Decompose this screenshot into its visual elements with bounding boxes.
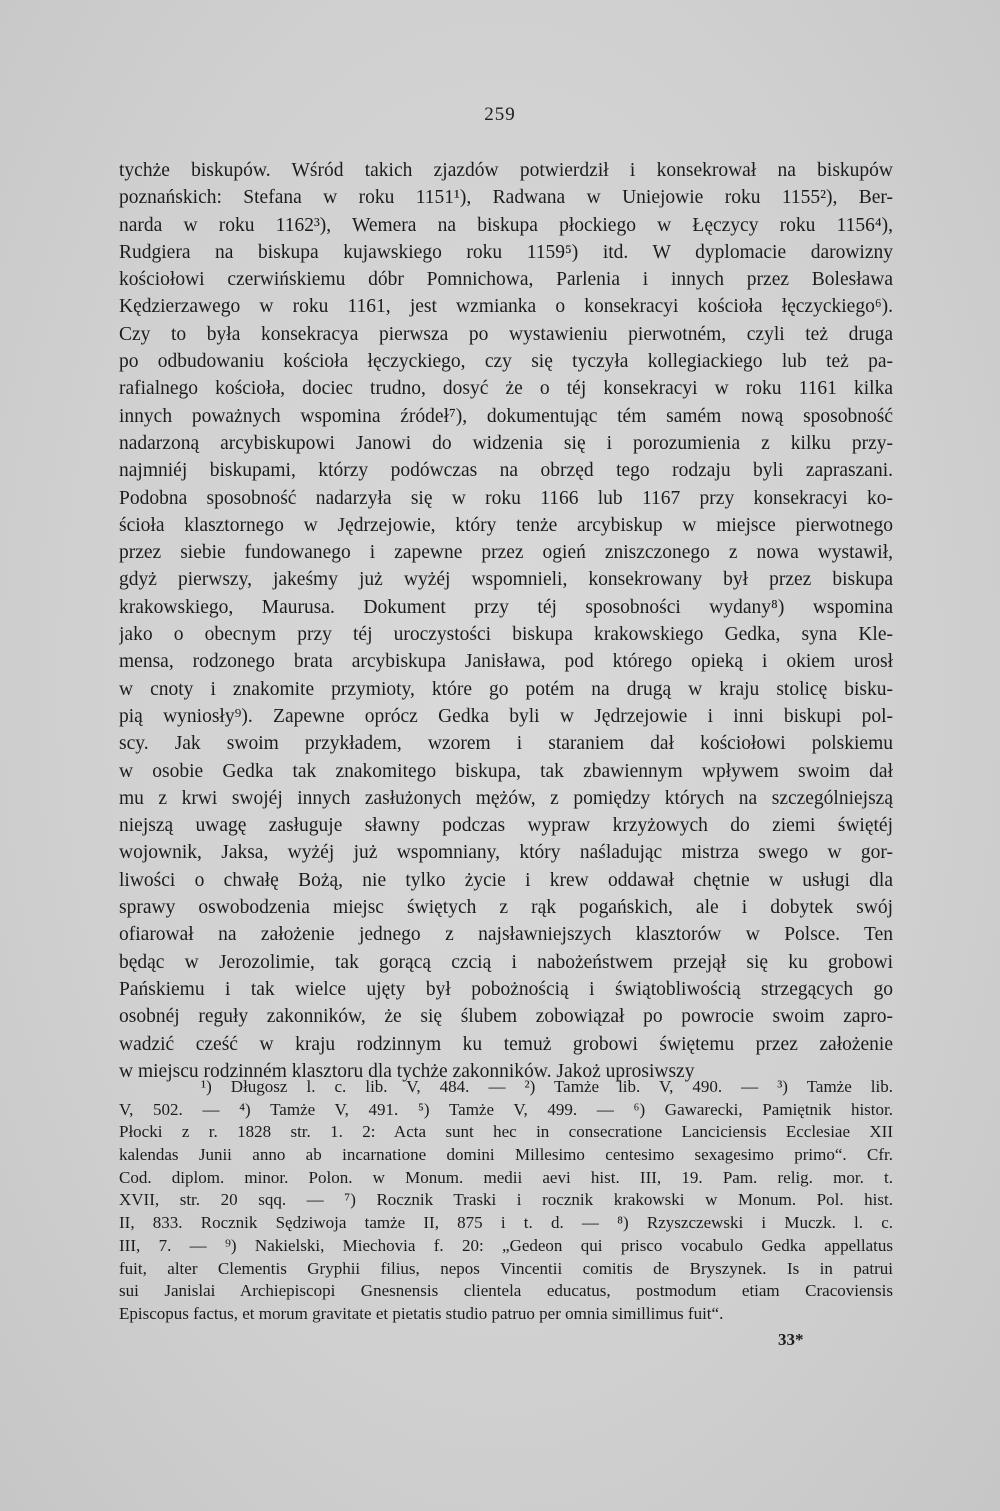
body-line: innych poważnych wspomina źródeł⁷), dokumentując tém samém nową sposobność [119, 405, 893, 427]
body-line: osobnéj reguły zakonników, że się ślubem zobowiązał po powrocie swoim zapro- [119, 1006, 893, 1028]
page-number: 259 [484, 104, 516, 125]
footnote-line: kalendas Junii anno ab incarnatione domini Millesimo centesimo sexagesimo primo“. Cfr. [119, 1145, 893, 1165]
body-line: poznańskich: Stefana w roku 1151¹), Radwana w Uniejowie roku 1155²), Ber- [119, 187, 893, 209]
body-line: w cnoty i znakomite przymioty, które go potém na drugą w kraju stolicę bisku- [119, 678, 893, 700]
body-line: Kędzierzawego w roku 1161, jest wzmianka o konsekracyi kościoła łęczyckiego⁶). [119, 296, 893, 318]
body-line: Czy to była konsekracya pierwsza po wystawieniu pierwotném, czyli też druga [119, 323, 893, 345]
body-line: nadarzoną arcybiskupowi Janowi do widzenia się i porozumienia z kilku przy- [119, 432, 893, 454]
footnote-line: Płocki z r. 1828 str. 1. 2: Acta sunt hec in consecratione Lanciciensis Ecclesiae XII [119, 1122, 893, 1142]
body-line: niejszą uwagę zasługuje sławny podczas wypraw krzyżowych do ziemi świętéj [119, 815, 893, 837]
body-line: najmniéj biskupami, którzy podówczas na obrzęd tego rodzaju byli zapraszani. [119, 460, 893, 482]
body-line: Rudgiera na biskupa kujawskiego roku 1159⁵) itd. W dyplomacie darowizny [119, 241, 893, 263]
body-line: mu z krwi swojéj innych zasłużonych mężów, z pomiędzy których na szczególniejszą [119, 787, 893, 809]
body-line: rafialnego kościoła, dociec trudno, dosyć że o téj konsekracyi w roku 1161 kilka [119, 378, 893, 400]
body-line: liwości o chwałę Bożą, nie tylko życie i krew oddawał chętnie w usługi dla [119, 869, 893, 891]
body-line: mensa, rodzonego brata arcybiskupa Janisława, pod którego opieką i okiem urosł [119, 651, 893, 673]
body-line: po odbudowaniu kościoła łęczyckiego, czy się tyczyła kollegiackiego lub też pa- [119, 351, 893, 373]
body-line: jako o obecnym przy téj uroczystości biskupa krakowskiego Gedka, syna Kle- [119, 624, 893, 646]
footnote-line: XVII, str. 20 sqq. — ⁷) Rocznik Traski i rocznik krakowski w Monum. Pol. hist. [119, 1190, 893, 1210]
body-line: pią wyniosły⁹). Zapewne oprócz Gedka byli w Jędrzejowie i inni biskupi pol- [119, 705, 893, 727]
footnote-line: III, 7. — ⁹) Nakielski, Miechovia f. 20: „Gedeon qui prisco vocabulo Gedka appellatus [119, 1235, 893, 1255]
body-line: przez siebie fundowanego i zapewne przez ogień zniszczonego z nowa wystawił, [119, 542, 893, 564]
body-text [119, 157, 893, 1085]
body-line: sprawy oswobodzenia miejsc świętych z rąk pogańskich, ale i dobytek swój [119, 897, 893, 919]
body-line: wadzić cześć w kraju rodzinnym ku temuż grobowi świętemu przez założenie [119, 1033, 893, 1055]
footnote-line: sui Janislai Archiepiscopi Gnesnensis clientela educatus, postmodum etiam Cracoviensis [119, 1281, 893, 1301]
body-line: Pańskiemu i tak wielce ujęty był pobożnością i świątobliwością strzegących go [119, 978, 893, 1000]
footnote-line: V, 502. — ⁴) Tamże V, 491. ⁵) Tamże V, 499. — ⁶) Gawarecki, Pamiętnik histor. [119, 1099, 893, 1119]
body-line: Podobna sposobność nadarzyła się w roku 1166 lub 1167 przy konsekracyi ko- [119, 487, 893, 509]
footnote-line: fuit, alter Clementis Gryphii filius, nepos Vincentii comitis de Bryszynek. Is in patrui [119, 1258, 893, 1278]
body-line: scy. Jak swoim przykładem, wzorem i staraniem dał kościołowi polskiemu [119, 733, 893, 755]
body-line: krakowskiego, Maurusa. Dokument przy téj sposobności wydany⁸) wspomina [119, 596, 893, 618]
footnote-line: ¹) Długosz l. c. lib. V, 484. — ²) Tamże lib. V, 490. — ³) Tamże lib. [201, 1077, 893, 1096]
body-line: kościołowi czerwińskiemu dóbr Pomnichowa, Parlenia i innych przez Bolesława [119, 269, 893, 291]
footnote-line: Cod. diplom. minor. Polon. w Monum. medii aevi hist. III, 19. Pam. relig. mor. t. [119, 1167, 893, 1187]
body-line: narda w roku 1162³), Wemera na biskupa płockiego w Łęczycy roku 1156⁴), [119, 214, 893, 236]
body-line: w osobie Gedka tak znakomitego biskupa, tak zbawiennym wpływem swoim dał [119, 760, 893, 782]
footnotes [119, 1076, 893, 1326]
body-line: ofiarował na założenie jednego z najsławniejszych klasztorów w Polsce. Ten [119, 924, 893, 946]
body-line: tychże biskupów. Wśród takich zjazdów potwierdził i konsekrował na biskupów [119, 160, 893, 181]
body-line: ścioła klasztornego w Jędrzejowie, który tenże arcybiskup w miejsce pierwotnego [119, 514, 893, 536]
body-line: gdyż pierwszy, jakeśmy już wyżéj wspomnieli, konsekrowany był przez biskupa [119, 569, 893, 591]
printer-signature-mark: 33* [778, 1330, 804, 1349]
body-line: w miejscu rodzinném klasztoru dla tychże zakonników. Jakoż uprosiwszy [119, 1060, 695, 1082]
footnote-line: Episcopus factus, et morum gravitate et pietatis studio patruo per omnia simillimus fuit“. [119, 1303, 724, 1323]
body-line: wojownik, Jaksa, wyżéj już wspomniany, który naśladując mistrza swego w gor- [119, 842, 893, 864]
body-line: będąc w Jerozolimie, tak gorącą czcią i nabożeństwem przejął się ku grobowi [119, 951, 893, 973]
footnote-line: II, 833. Rocznik Sędziwoja tamże II, 875 i t. d. — ⁸) Rzyszczewski i Muczk. l. c. [119, 1213, 893, 1233]
